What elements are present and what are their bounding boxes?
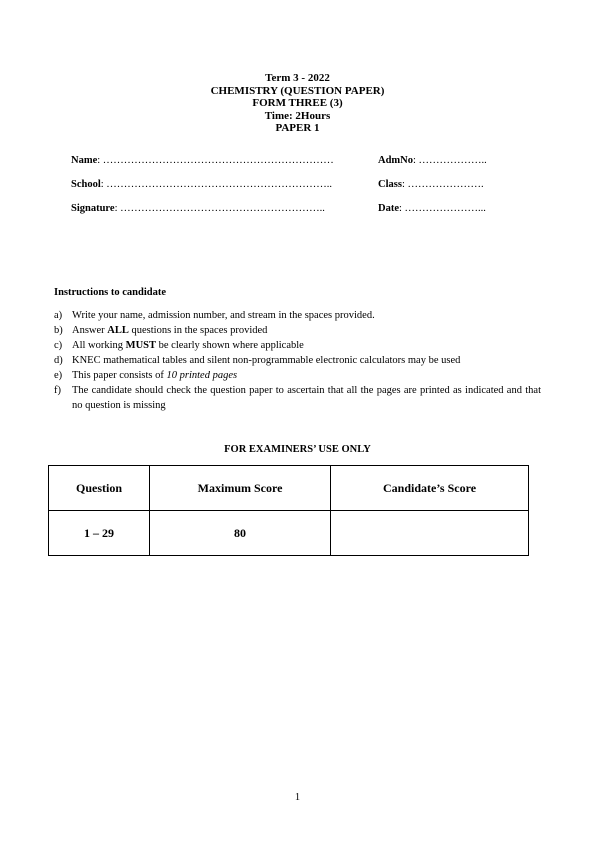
name-field[interactable]: : …………………………………………………………: [97, 155, 334, 166]
school-field[interactable]: : ………………………………………………………..: [100, 179, 333, 190]
candidate-score-header: Candidate’s Score: [331, 466, 529, 511]
question-range-cell: 1 – 29: [49, 511, 150, 556]
instruction-text: The candidate should check the question paper to ascertain that all the pages are printed as indicated and that no question is missing: [72, 385, 541, 411]
instruction-marker: d): [54, 355, 63, 366]
signature-row: [71, 203, 511, 227]
instruction-text: Answer: [72, 325, 108, 336]
school-row: [71, 179, 511, 203]
instructions-title: Instructions to candidate: [54, 287, 167, 298]
instruction-text: KNEC mathematical tables and silent non-programmable electronic calculators may be used: [72, 355, 461, 366]
score-table-header-row: [49, 466, 529, 511]
date-field[interactable]: : …………………...: [399, 203, 486, 214]
admno-label: AdmNo: [378, 155, 414, 166]
name-row: [71, 155, 511, 179]
school-label: School: [71, 179, 101, 190]
page-number: 1: [294, 792, 301, 803]
instruction-item: [54, 383, 541, 413]
max-score-cell: 80: [150, 511, 331, 556]
paper-header: [0, 72, 595, 135]
term-line: Term 3 - 2022: [265, 72, 330, 84]
score-table: [48, 465, 529, 556]
instruction-item: [54, 323, 541, 338]
instruction-marker: a): [54, 310, 63, 321]
class-field[interactable]: : ………………….: [401, 179, 484, 190]
date-label: Date: [378, 203, 399, 214]
instruction-text: MUST: [125, 340, 157, 351]
form-line: FORM THREE (3): [252, 97, 343, 110]
candidate-score-cell[interactable]: [331, 511, 529, 556]
max-score-header: Maximum Score: [150, 466, 331, 511]
signature-label: Signature: [71, 203, 115, 214]
instruction-marker: f): [54, 385, 61, 396]
instruction-text: Write your name, admission number, and stream in the spaces provided.: [72, 310, 375, 321]
question-header: Question: [49, 466, 150, 511]
instruction-text: questions in the spaces provided: [128, 325, 268, 336]
instruction-item: [54, 353, 541, 368]
paper-line: PAPER 1: [275, 122, 320, 135]
instruction-marker: b): [54, 325, 63, 336]
instruction-text: All working: [72, 340, 126, 351]
admno-field[interactable]: : ………………..: [413, 155, 487, 166]
examiners-title: FOR EXAMINERS’ USE ONLY: [224, 444, 371, 455]
subject-line: CHEMISTRY (QUESTION PAPER): [210, 84, 385, 97]
instruction-marker: c): [54, 340, 63, 351]
class-label: Class: [378, 179, 402, 190]
instruction-text: 10 printed pages: [166, 370, 238, 381]
instruction-item: [54, 368, 541, 383]
instruction-item: [54, 308, 541, 323]
signature-field[interactable]: : …………………………………………………..: [114, 203, 325, 214]
candidate-fields: [71, 155, 511, 227]
instruction-text: be clearly shown where applicable: [156, 340, 304, 351]
score-table-row: [49, 511, 529, 556]
instruction-marker: e): [54, 370, 63, 381]
instructions-list: [54, 308, 541, 413]
instruction-text: ALL: [107, 325, 129, 336]
instruction-text: This paper consists of: [72, 370, 167, 381]
instruction-item: [54, 338, 541, 353]
time-line: Time: 2Hours: [264, 109, 331, 122]
name-label: Name: [71, 155, 98, 166]
